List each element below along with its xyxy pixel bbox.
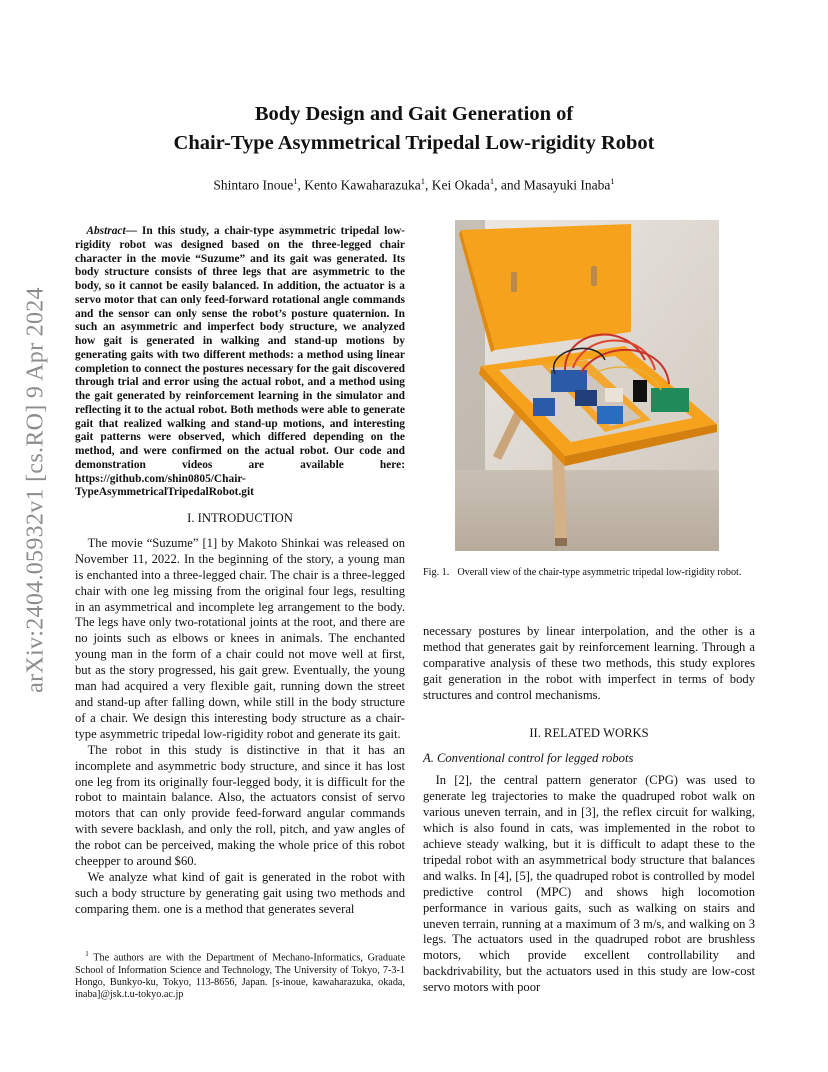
intro-paragraph-1: The movie “Suzume” [1] by Makoto Shinkai was released on November 11, 2022. In the beginning of the story, a young man is enchanted into a three-legged chair. The chair is a three-legged chair with one leg missing from the original four legs, resulting in an asymmetrical and incomplete leg arrangement to the body. The legs have only two-rotational joints at the root, and there are no joints such as elbows or knees in animals. The enchanted young man in the form of a chair could not move well at first, but as the story progressed, his gait grew. Eventually, the young man had acquired a very flexible gait, running down the street and stand-up after falling down, while still in the body structure of a chair. We design this interesting body structure as a chair-type asymmetric tripedal low-rigidity robot and generate its gait. bbox=[75, 535, 405, 741]
author-separator: , bbox=[297, 177, 305, 193]
title-line-2: Chair-Type Asymmetrical Tripedal Low-rigidity Robot bbox=[173, 132, 655, 154]
section-title-rest: ELATED bbox=[552, 725, 604, 740]
figure-caption-text: Overall view of the chair-type asymmetric tripedal low-rigidity robot. bbox=[457, 567, 742, 578]
abstract-dash: — bbox=[125, 225, 142, 237]
author-name: Shintaro Inoue bbox=[213, 177, 294, 193]
intro-paragraph-3: We analyze what kind of gait is generated in the robot with such a body structure by generating gait using two methods and comparing them. one is a method that generates several bbox=[75, 869, 405, 916]
footnote-mark: 1 bbox=[85, 950, 89, 958]
section-number: I. bbox=[187, 511, 198, 525]
intro-paragraph-continued: necessary postures by linear interpolation, and the other is a method that generates gait by reinforcement learning. Through a comparative analysis of these two methods, this study explores gait generation in the robot with imperfect in terms of body structures and control mechanisms. bbox=[423, 624, 755, 702]
right-column bbox=[423, 624, 755, 996]
author-list bbox=[0, 176, 828, 194]
footnote bbox=[75, 948, 405, 1002]
affiliation-mark: 1 bbox=[293, 176, 298, 186]
section-number: II. bbox=[529, 725, 545, 740]
affiliation-mark: 1 bbox=[420, 176, 426, 186]
left-column bbox=[75, 225, 405, 918]
author-name: Masayuki Inaba bbox=[523, 177, 611, 193]
abstract-label: Abstract bbox=[86, 225, 126, 237]
related-works-paragraph-1: In [2], the central pattern generator (CPG) was used to generate leg trajectories to make the quadruped robot walk on various uneven terrain, and in [3], the reflex circuit for walking, which is also found in cats, was implemented in the robot to achieve steady walking, but it is difficult to adapt these to the tripedal robot with an asymmetrical body structure that balances and walks. In [4], [5], the quadruped robot is controlled by model predictive control (MPC) and shows high locomotion performance in various gaits, such as walking on stairs and uneven terrain, running at a maximum of 3 m/s, and walking on 3 legs. The actuators used in the quadruped robot are brushless motors, which provide excellent controllability and backdrivability, but the actuators used in this study are low-cost servo motors with poor bbox=[423, 773, 755, 995]
section-heading-introduction bbox=[75, 511, 405, 527]
robot-illustration bbox=[455, 220, 719, 551]
paper-title bbox=[0, 100, 828, 158]
abstract bbox=[75, 225, 405, 500]
figure-robot-photo bbox=[455, 220, 719, 551]
section-title-initial: R bbox=[544, 725, 553, 740]
author-name: Kei Okada bbox=[431, 177, 490, 193]
abstract-text: In this study, a chair-type asymmetric tripedal low-rigidity robot was designed based on the three-legged chair character in the movie “Suzume” and its gait was generated. Its body structure consists of three legs that are asymmetric to the body, so it cannot be easily balanced. In addition, the actuator is a servo motor that can only feed-forward rotational angle commands and the sensor can only sense the robot’s posture quaternion. In such an asymmetric and imperfect body structure, we analyzed how gait is generated in walking and stand-up motions by generating gaits with two different methods: a method using linear completion to connect the postures necessary for the gait discovered through trial and error using the actual robot, and a method using the gait generated by reinforcement learning in the simulator and reflecting it to the actual robot. Both methods were able to generate gait that realized walking and stand-up motions, and interesting gait patterns were observed, which differed depending on the method, and were confirmed on the actual robot. Our code and demonstration videos are available here: https://github.com/shin0805/Chair-TypeAsymmetricalTripedalRobot.git bbox=[75, 225, 405, 499]
arxiv-stamp: arXiv:2404.05932v1 [cs.RO] 9 Apr 2024 bbox=[22, 287, 49, 693]
intro-paragraph-2: The robot in this study is distinctive in that it has an incomplete and asymmetric body structure, and since it has lost one leg from its originally four-legged body, it is difficult for the robot to maintain balance. Also, the actuators consist of servo motors that can only provide feed-forward angular commands with severe backlash, and only the roll, pitch, and yaw angles of the robot can be perceived, making the whole price of this robot cheepper to around $60. bbox=[75, 742, 405, 869]
section-title-rest: ORKS bbox=[615, 725, 649, 740]
footnote-text: The authors are with the Department of Mechano-Informatics, Graduate School of Information Science and Technology, The University of Tokyo, 7-3-1 Hongo, Bunkyo-ku, Tokyo, 113-8656, Japan. [s-inoue, kawaharazuka, okada, inaba]@jsk.t.u-tokyo.ac.jp bbox=[75, 952, 405, 1001]
section-title-initial: W bbox=[603, 725, 616, 740]
affiliation-mark: 1 bbox=[610, 176, 615, 186]
figure-label: Fig. 1. bbox=[423, 567, 450, 578]
author-separator: , bbox=[425, 177, 432, 193]
section-title-rest: NTRODUCTION bbox=[201, 511, 293, 525]
subsection-heading: A. Conventional control for legged robots bbox=[423, 751, 634, 766]
author-separator: , and bbox=[494, 177, 524, 193]
affiliation-mark: 1 bbox=[489, 176, 495, 186]
figure-caption bbox=[423, 567, 755, 580]
author-name: Kento Kawaharazuka bbox=[304, 177, 421, 193]
section-title-initial: I bbox=[197, 511, 202, 525]
title-line-1: Body Design and Gait Generation of bbox=[254, 103, 574, 125]
section-heading-related-works bbox=[423, 726, 755, 742]
